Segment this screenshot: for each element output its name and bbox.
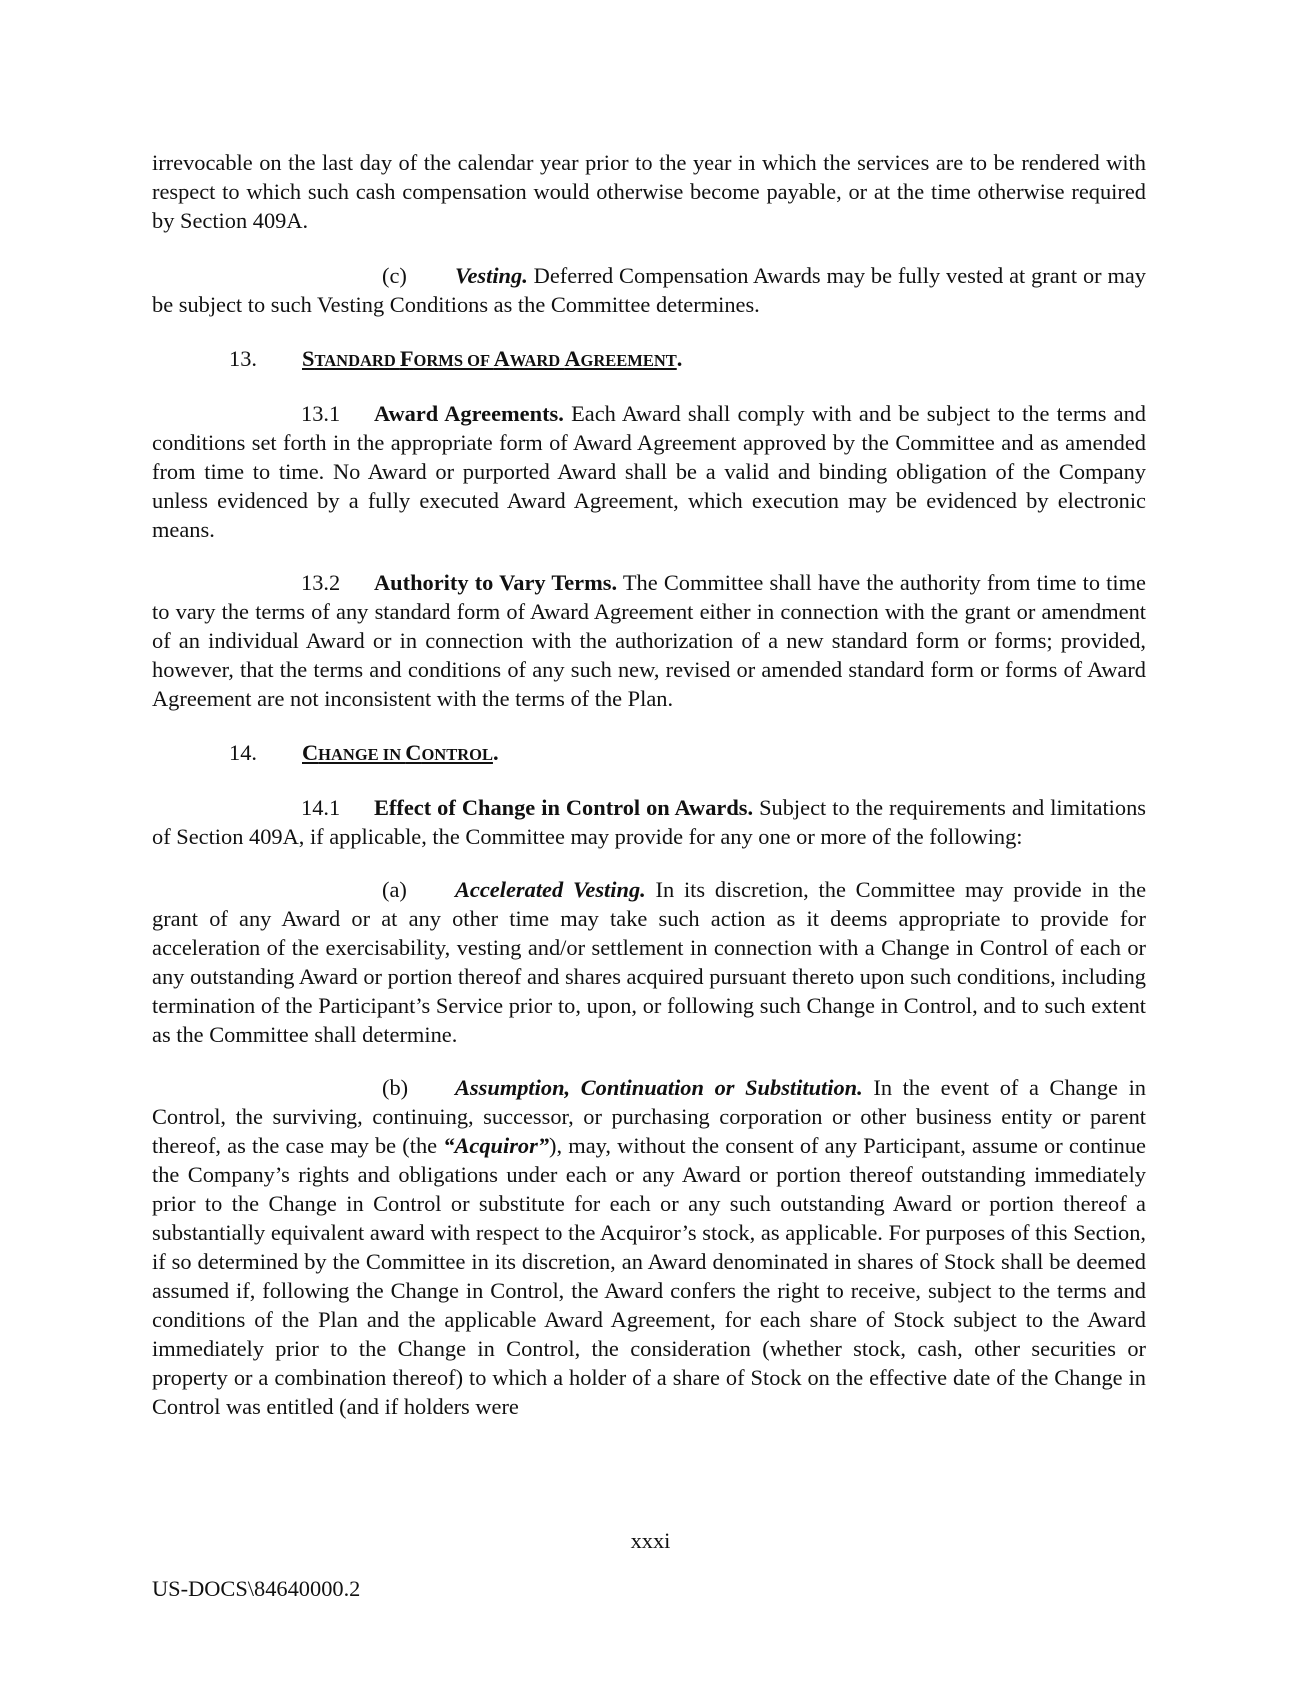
paragraph-continuation: irrevocable on the last day of the calendar year prior to the year in which the services are to be rendered with respect to which such cash compensation would otherwise become payable, or at the time otherwise required by Section 409A. xyxy=(152,150,1146,233)
subparagraph-number: (a) xyxy=(382,877,407,902)
subparagraph-title: Vesting. xyxy=(455,263,528,288)
subparagraph-title: Accelerated Vesting. xyxy=(455,877,646,902)
defined-term-acquiror: “Acquiror” xyxy=(443,1133,550,1158)
paragraph-text: Each Award shall comply with and be subject to the terms and conditions set forth in the appropriate form of Award Agreement approved by the Committee and as amended from time to time. No Award or purported Award shall be a valid and binding obligation of the Company unless evidenced by a fully executed Award Agreement, which execution may be evidenced by electronic means. xyxy=(152,401,1146,542)
paragraph-title: Authority to Vary Terms. xyxy=(374,570,618,595)
subparagraph-number: (b) xyxy=(382,1075,409,1100)
subparagraph-text-cont: ), may, without the consent of any Participant, assume or continue the Company’s rights and obligations under each or any Award or portion thereof outstanding immediately prior to the Change in Control or substitute for each or any such outstanding Award or portion thereof a substantially equivalent award with respect to the Acquiror’s stock, as applicable. For purposes of this Section, if so determined by the Committee in its discretion, an Award denominated in shares of Stock shall be deemed assumed if, following the Change in Control, the Award confers the right to receive, subject to the terms and conditions of the Plan and the applicable Award Agreement, for each share of Stock subject to the Award immediately prior to the Change in Control, the consideration (whether stock, cash, other securities or property or a combination thereof) to which a holder of a share of Stock on the effective date of the Change in Control was entitled (and if holders were xyxy=(152,1133,1146,1419)
subparagraph-title: Assumption, Continuation or Substitution. xyxy=(455,1075,863,1100)
section-number: 13. xyxy=(229,346,257,371)
paragraph-number: 13.2 xyxy=(301,570,341,595)
subparagraph-text: Deferred Compensation Awards may be fully vested at grant or may be subject to such Vesting Conditions as the Committee determines. xyxy=(152,263,1146,317)
section-number: 14. xyxy=(229,740,257,765)
section-heading-14: 14. CHANGE IN CONTROL. xyxy=(229,740,499,765)
paragraph-title: Award Agreements. xyxy=(374,401,564,426)
page-body xyxy=(152,148,1146,1421)
subparagraph-number: (c) xyxy=(382,263,407,288)
section-title: CHANGE IN CONTROL xyxy=(302,740,493,765)
paragraph-13-1 xyxy=(152,399,1146,544)
paragraph-14-1 xyxy=(152,793,1146,851)
paragraph-12c-vesting xyxy=(152,261,1146,319)
paragraph-number: 13.1 xyxy=(301,401,341,426)
page-number: xxxi xyxy=(630,1528,671,1553)
paragraph-text: Subject to the requirements and limitations of Section 409A, if applicable, the Committee may provide for any one or more of the following: xyxy=(152,795,1146,849)
paragraph-14-1-a xyxy=(152,875,1146,1049)
paragraph-title: Effect of Change in Control on Awards. xyxy=(374,795,754,820)
document-id: US-DOCS\84640000.2 xyxy=(152,1576,361,1601)
paragraph-13-2 xyxy=(152,568,1146,713)
subparagraph-text: In its discretion, the Committee may provide in the grant of any Award or at any other time may take such action as it deems appropriate to provide for acceleration of the exercisability, vesting and/or settlement in connection with a Change in Control of each or any outstanding Award or portion thereof and shares acquired pursuant thereto upon such conditions, including termination of the Participant’s Service prior to, upon, or following such Change in Control, and to such extent as the Committee shall determine. xyxy=(152,877,1147,1047)
paragraph-text: The Committee shall have the authority from time to time to vary the terms of any standard form of Award Agreement either in connection with the grant or amendment of an individual Award or in connection with the authorization of a new standard form or forms; provided, however, that the terms and conditions of any such new, revised or amended standard form or forms of Award Agreement are not inconsistent with the terms of the Plan. xyxy=(152,570,1146,711)
subparagraph-text: In the event of a Change in Control, the surviving, continuing, successor, or purchasing corporation or other business entity or parent thereof, as the case may be (the xyxy=(152,1075,1146,1158)
paragraph-14-1-b xyxy=(152,1073,1146,1421)
section-title: STANDARD FORMS OF AWARD AGREEMENT xyxy=(302,346,677,371)
paragraph-number: 14.1 xyxy=(301,795,341,820)
section-heading-13: 13. STANDARD FORMS OF AWARD AGREEMENT. xyxy=(229,346,683,371)
